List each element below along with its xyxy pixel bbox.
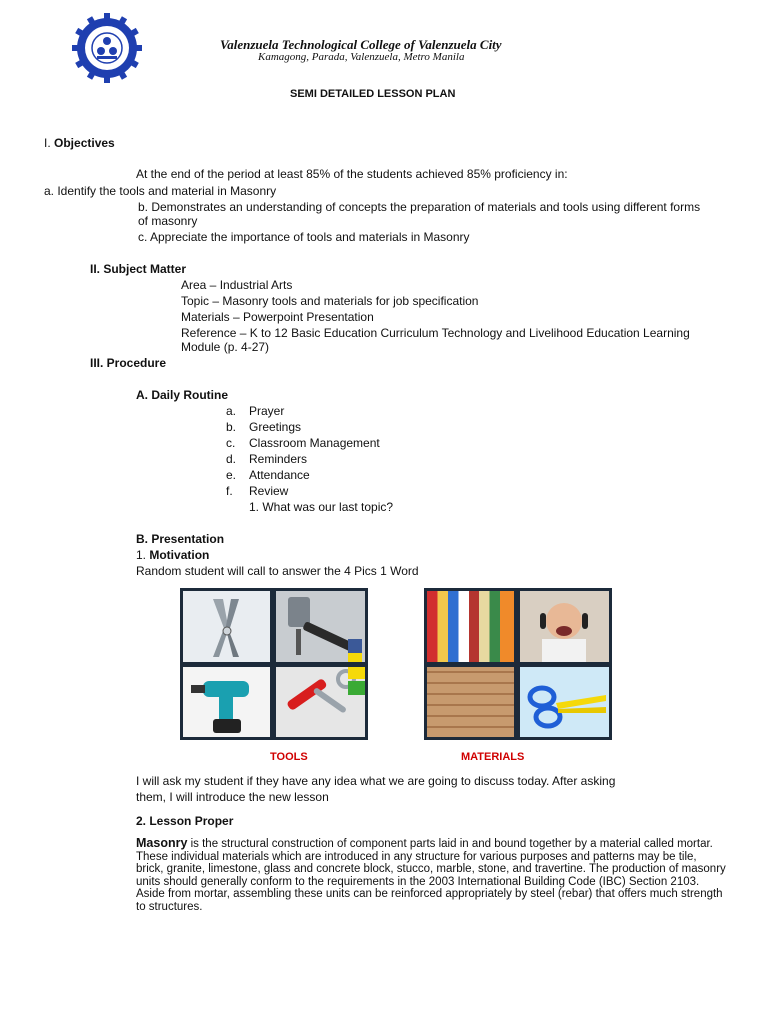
objectives-intro: At the end of the period at least 85% of the students achieved 85% proficiency in: bbox=[136, 167, 568, 181]
daily-routine-heading: A. Daily Routine bbox=[136, 388, 229, 402]
document-title: SEMI DETAILED LESSON PLAN bbox=[290, 88, 456, 100]
singing-man-image bbox=[520, 591, 609, 662]
routine-item bbox=[226, 436, 380, 450]
masonry-paragraph bbox=[136, 837, 726, 914]
routine-text: Prayer bbox=[249, 404, 285, 418]
hammer-image bbox=[276, 591, 365, 662]
routine-letter: e. bbox=[226, 468, 237, 482]
procedure-heading: III. Procedure bbox=[90, 356, 167, 370]
routine-text: Classroom Management bbox=[249, 436, 380, 450]
routine-item bbox=[226, 468, 310, 482]
routine-item bbox=[226, 404, 285, 418]
review-question: 1. What was our last topic? bbox=[249, 500, 394, 514]
routine-letter: b. bbox=[226, 420, 237, 434]
pliers-image bbox=[183, 591, 270, 662]
drill-image bbox=[183, 667, 270, 737]
fabric-rolls-image bbox=[427, 591, 514, 662]
objectives-heading bbox=[44, 136, 115, 150]
presentation-heading: B. Presentation bbox=[136, 532, 225, 546]
boxes-image bbox=[427, 667, 514, 737]
routine-item bbox=[226, 484, 289, 498]
scissors-image bbox=[520, 667, 609, 737]
motivation-heading bbox=[136, 548, 209, 562]
routine-text: Reminders bbox=[249, 452, 308, 466]
objective-b: b. Demonstrates an understanding of concepts the preparation of materials and tools using different forms of masonry bbox=[138, 200, 701, 228]
routine-text: Attendance bbox=[249, 468, 310, 482]
routine-letter: d. bbox=[226, 452, 237, 466]
objectives-heading-text: Objectives bbox=[54, 136, 115, 150]
masonry-definition: is the structural construction of component parts laid in and bound together by a material called mortar. These individual materials which are introduced in any structure for various purposes and patterns may be tile, brick, granite, limestone, glass and concrete block, stucco, marble, stone, and travertine. The production of masonry units should generally conform to the requirements in the 2003 International Building Code (IBC) Section 2103. Aside from mortar, assembling these units can be reinforced appropriately by steel (rebar) that offers much strength to structures. bbox=[136, 838, 726, 913]
routine-item bbox=[226, 420, 302, 434]
college-seal-logo bbox=[70, 11, 144, 85]
objectives-numeral: I. bbox=[44, 136, 51, 150]
tools-label: TOOLS bbox=[270, 751, 308, 763]
routine-letter: c. bbox=[226, 436, 236, 450]
routine-letter: a. bbox=[226, 404, 237, 418]
college-address: Kamagong, Parada, Valenzuela, Metro Manila bbox=[258, 51, 465, 63]
subject-area: Area – Industrial Arts bbox=[181, 278, 293, 292]
routine-letter: f. bbox=[226, 484, 233, 498]
subject-reference: Reference – K to 12 Basic Education Curriculum Technology and Livelihood Education Learning Module (p. 4-27) bbox=[181, 326, 690, 354]
tools-image-panel bbox=[180, 588, 368, 740]
subject-materials: Materials – Powerpoint Presentation bbox=[181, 310, 374, 324]
materials-label: MATERIALS bbox=[461, 751, 525, 763]
motivation-text: Random student will call to answer the 4 Pics 1 Word bbox=[136, 564, 419, 578]
motivation-number: 1. bbox=[136, 548, 147, 562]
subject-topic: Topic – Masonry tools and materials for job specification bbox=[181, 294, 479, 308]
materials-image-panel bbox=[424, 588, 612, 740]
masonry-term: Masonry bbox=[136, 836, 188, 850]
college-name: Valenzuela Technological College of Valenzuela City bbox=[220, 37, 502, 52]
objective-a: a. Identify the tools and material in Masonry bbox=[44, 184, 277, 198]
routine-text: Review bbox=[249, 484, 289, 498]
lesson-proper-heading: 2. Lesson Proper bbox=[136, 814, 234, 828]
motivation-label: Motivation bbox=[149, 548, 210, 562]
objective-c: c. Appreciate the importance of tools and materials in Masonry bbox=[138, 230, 470, 244]
after-motivation-line-2: them, I will introduce the new lesson bbox=[136, 790, 329, 804]
routine-item bbox=[226, 452, 308, 466]
subject-matter-heading: II. Subject Matter bbox=[90, 262, 187, 276]
after-motivation-line-1: I will ask my student if they have any idea what we are going to discuss today. After asking bbox=[136, 774, 616, 788]
routine-text: Greetings bbox=[249, 420, 302, 434]
wrench-screwdriver-image bbox=[276, 667, 365, 737]
